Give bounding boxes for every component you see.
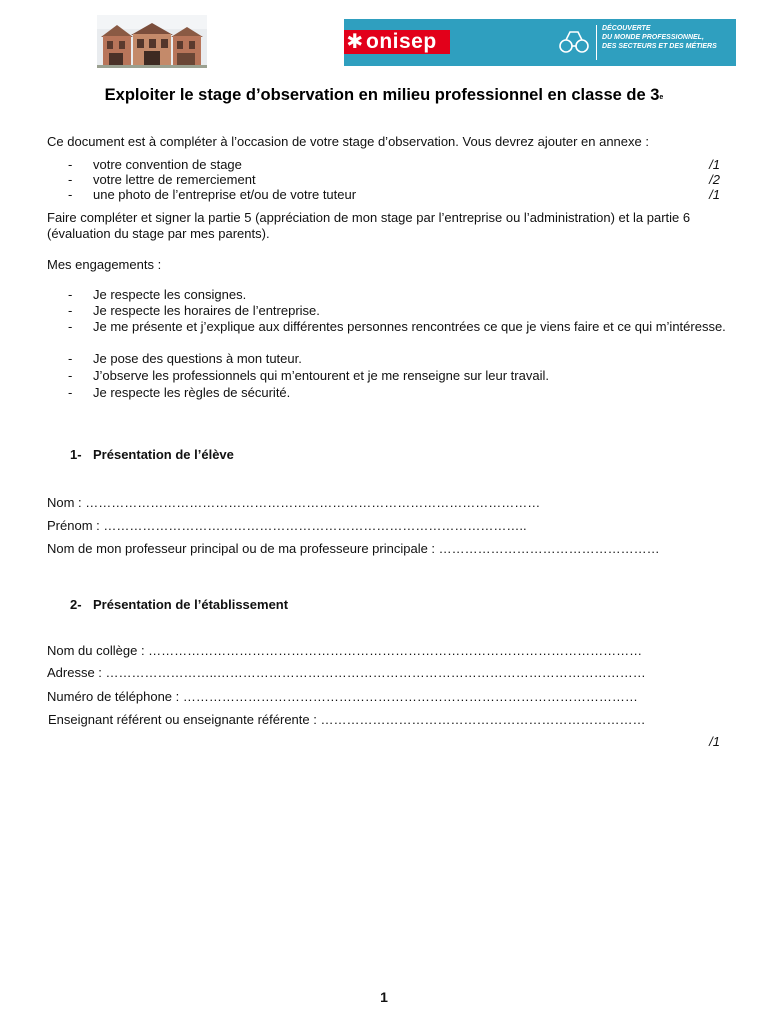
onisep-logo: ✱ onisep bbox=[344, 30, 450, 54]
document-title: Exploiter le stage d’observation en milieu professionnel en classe de 3e bbox=[104, 86, 664, 104]
college-name-field[interactable]: Nom du collège : …………………………………………………………………………………………………… bbox=[47, 643, 643, 658]
intro-paragraph: Ce document est à compléter à l’occasion de votre stage d’observation. Vous devrez ajouter en annexe : bbox=[47, 134, 649, 149]
engagement-item: - Je pose des questions à mon tuteur. bbox=[68, 351, 302, 366]
referent-teacher-field[interactable]: Enseignant référent ou enseignante référente : ………………………………………………………………… bbox=[48, 712, 646, 727]
engagement-item: - Je respecte les consignes. bbox=[68, 287, 247, 302]
head-teacher-field[interactable]: Nom de mon professeur principal ou de ma professeure principale : …………………………………………… bbox=[47, 541, 660, 556]
score-label: /1 bbox=[709, 187, 720, 202]
onisep-banner bbox=[344, 19, 736, 66]
engagement-item: - J’observe les professionnels qui m’entourent et je me renseigne sur leur travail. bbox=[68, 368, 549, 383]
annex-item: - votre lettre de remerciement /2 bbox=[68, 172, 720, 187]
instructions-paragraph: Faire compléter et signer la partie 5 (appréciation de mon stage par l’entreprise ou l’administration) et la partie 6 (évaluation du stage par mes parents). bbox=[47, 210, 691, 241]
binoculars-icon bbox=[558, 28, 590, 56]
phone-field[interactable]: Numéro de téléphone : …………………………………………………………………………………………… bbox=[47, 689, 638, 704]
student-last-name-field[interactable]: Nom : …………………………………………………………………………………………… bbox=[47, 495, 541, 510]
engagement-item: - Je me présente et j’explique aux différentes personnes rencontrées ce que je viens faire et ce qui m’intéresse. bbox=[68, 319, 726, 334]
section-2-heading: 2- Présentation de l’établissement bbox=[70, 597, 289, 612]
page-number: 1 bbox=[380, 989, 388, 1005]
score-label: /2 bbox=[709, 172, 720, 187]
banner-separator bbox=[596, 25, 597, 60]
annex-item: - votre convention de stage /1 bbox=[68, 157, 720, 172]
address-field[interactable]: Adresse : ……………………..……………………………………………………………………………………… bbox=[47, 665, 646, 680]
asterisk-icon: ✱ bbox=[346, 31, 364, 53]
section-1-heading: 1- Présentation de l’élève bbox=[70, 447, 234, 462]
score-label: /1 bbox=[709, 157, 720, 172]
section-2-score: /1 bbox=[709, 734, 720, 749]
engagement-item: - Je respecte les horaires de l’entreprise. bbox=[68, 303, 320, 318]
engagement-item: - Je respecte les règles de sécurité. bbox=[68, 385, 291, 400]
student-first-name-field[interactable]: Prénom : …………………………………………………………………………………….. bbox=[47, 518, 527, 533]
banner-tagline: DÉCOUVERTE DU MONDE PROFESSIONNEL, DES SECTEURS ET DES MÉTIERS bbox=[602, 25, 717, 50]
school-building-photo bbox=[97, 15, 207, 68]
annex-item: - une photo de l’entreprise et/ou de votre tuteur /1 bbox=[68, 187, 720, 202]
engagements-label: Mes engagements : bbox=[47, 257, 162, 272]
